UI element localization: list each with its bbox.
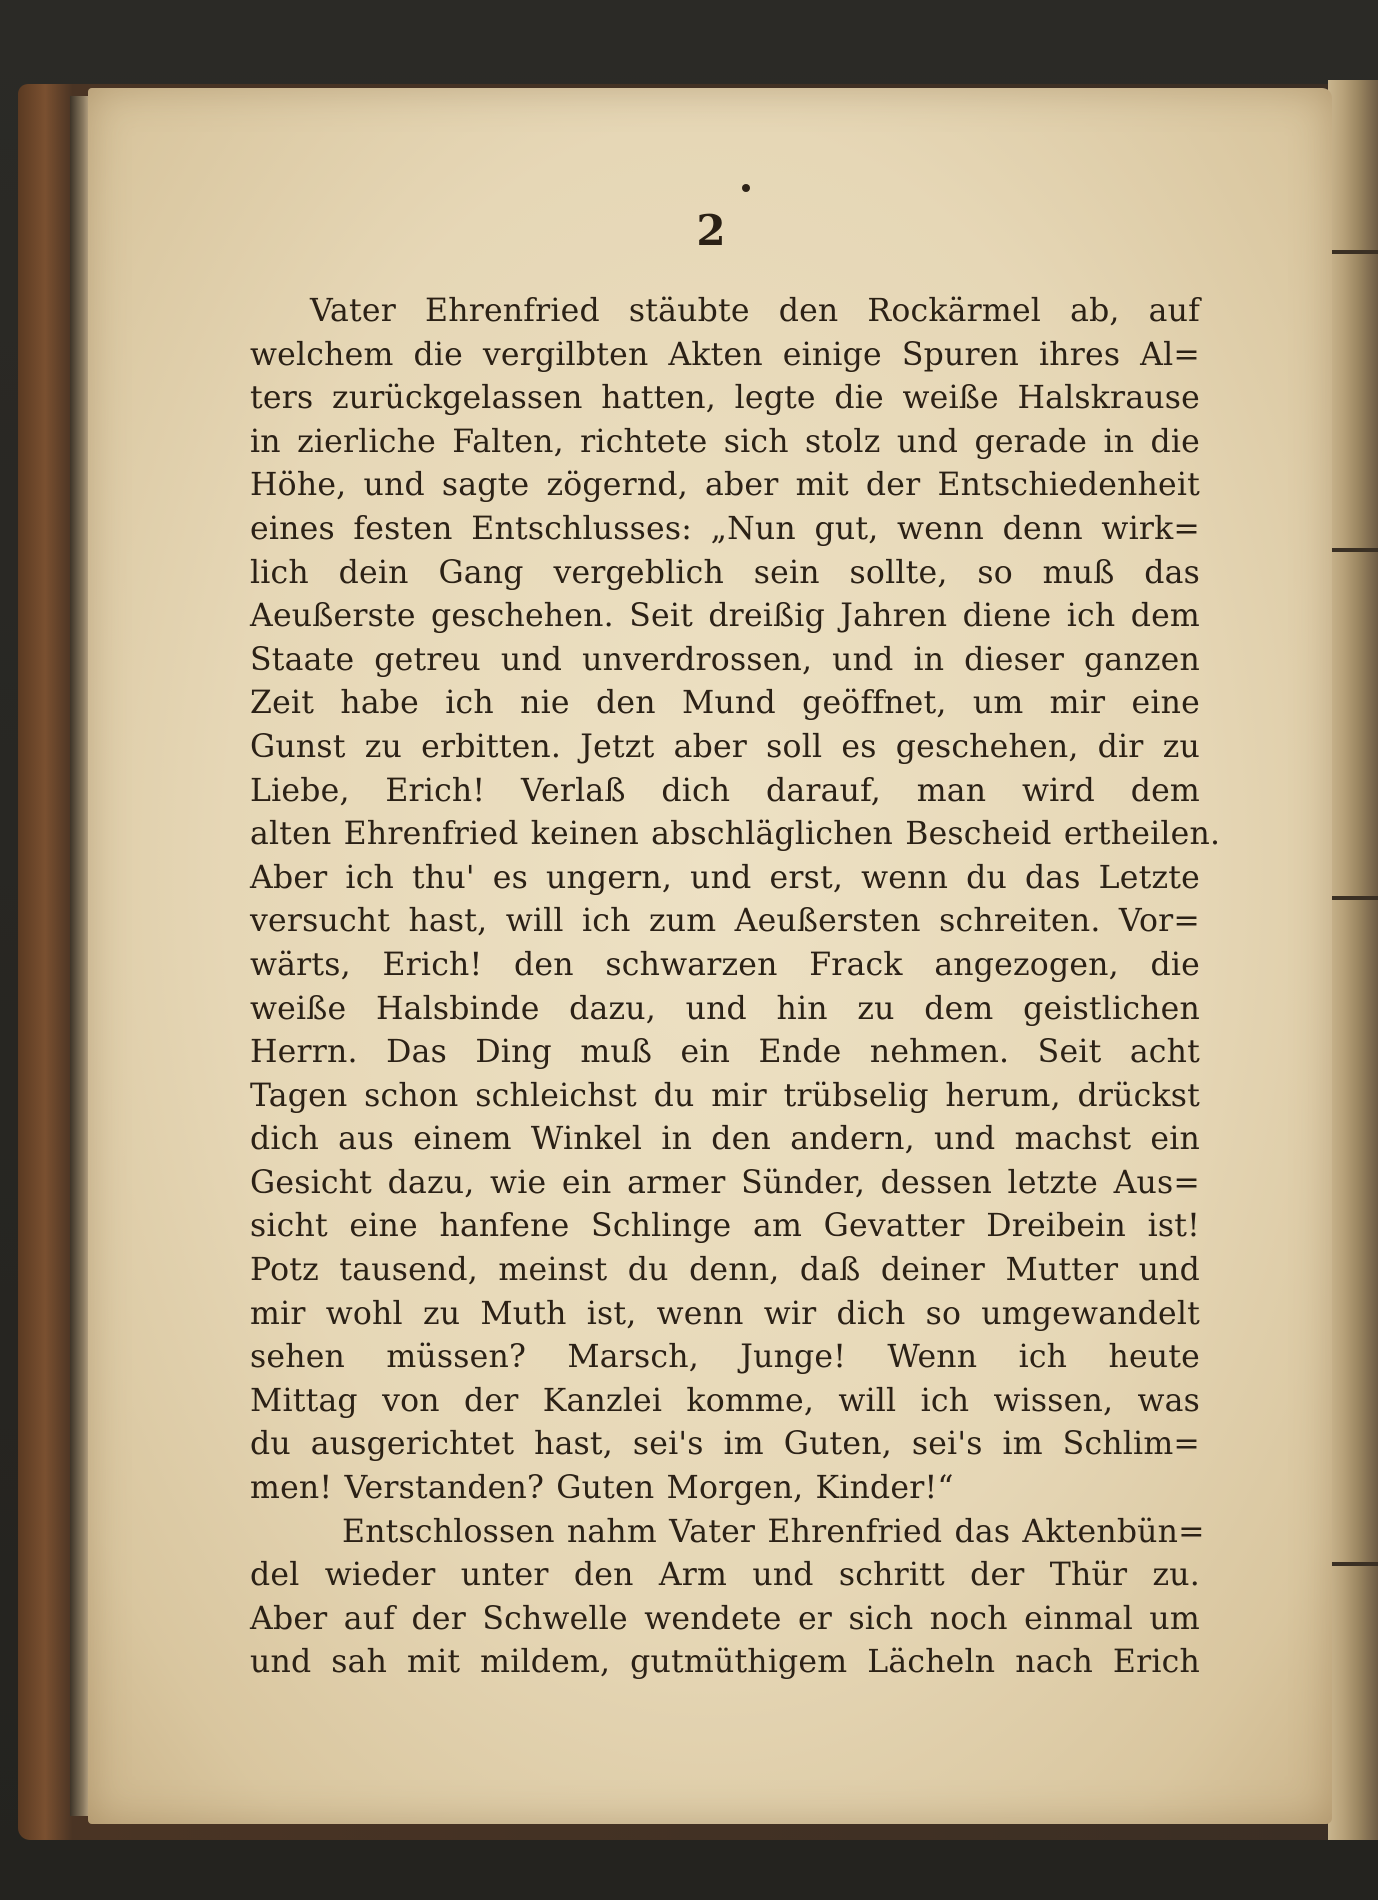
text-line: lich dein Gang vergeblich sein sollte, so muß das [250, 554, 1200, 591]
text-line: Vater Ehrenfried stäubte den Rockärmel ab, auf [310, 293, 1200, 329]
text-line: Aeußerste geschehen. Seit dreißig Jahren diene ich dem [250, 598, 1200, 635]
ink-dot [742, 184, 750, 192]
text-line: Aber ich thu' es ungern, und erst, wenn du das Letzte [250, 859, 1200, 896]
text-line: Staate getreu und unverdrossen, und in dieser ganzen [250, 641, 1200, 678]
page-number: 2 [696, 206, 726, 255]
text-line: alten Ehrenfried keinen abschläglichen Bescheid ertheilen. [250, 816, 1221, 853]
text-line: Tagen schon schleichst du mir trübselig herum, drückst [250, 1077, 1200, 1114]
text-line: versucht hast, will ich zum Aeußersten schreiten. Vor= [250, 903, 1200, 940]
paragraph [250, 1511, 1205, 1685]
text-line: Gesicht dazu, wie ein armer Sünder, dessen letzte Aus= [250, 1164, 1200, 1201]
text-line: sicht eine hanfene Schlinge am Gevatter Dreibein ist! [250, 1208, 1200, 1245]
text-line: Zeit habe ich nie den Mund geöffnet, um mir eine [250, 685, 1200, 722]
text-line: del wieder unter den Arm und schritt der Thür zu. [250, 1557, 1200, 1594]
paragraph [250, 290, 1221, 1511]
text-line: men! Verstanden? Guten Morgen, Kinder!“ [250, 1470, 954, 1507]
text-line: in zierliche Falten, richtete sich stolz und gerade in die [250, 423, 1200, 460]
text-line: du ausgerichtet hast, sei's im Guten, sei's im Schlim= [250, 1426, 1200, 1463]
text-line: Entschlossen nahm Vater Ehrenfried das Aktenbün= [342, 1513, 1205, 1550]
page-edge-right [1328, 80, 1378, 1840]
text-line: weiße Halsbinde dazu, und hin zu dem geistlichen [250, 990, 1200, 1027]
text-line: Aber auf der Schwelle wendete er sich noch einmal um [250, 1600, 1200, 1637]
text-line: und sah mit mildem, gutmüthigem Lächeln nach Erich [250, 1644, 1200, 1681]
text-line: Herrn. Das Ding muß ein Ende nehmen. Seit acht [250, 1034, 1200, 1071]
text-line: Mittag von der Kanzlei komme, will ich wissen, was [250, 1382, 1200, 1419]
text-line: sehen müssen? Marsch, Junge! Wenn ich heute [250, 1339, 1200, 1376]
page-body [250, 290, 1221, 1685]
text-line: welchem die vergilbten Akten einige Spuren ihres Al= [250, 336, 1200, 373]
text-line: Gunst zu erbitten. Jetzt aber soll es geschehen, dir zu [250, 728, 1200, 765]
text-line: dich aus einem Winkel in den andern, und machst ein [250, 1121, 1200, 1158]
text-line: mir wohl zu Muth ist, wenn wir dich so umgewandelt [250, 1295, 1200, 1332]
text-line: Potz tausend, meinst du denn, daß deiner Mutter und [250, 1252, 1200, 1289]
text-line: ters zurückgelassen hatten, legte die weiße Halskrause [250, 380, 1200, 417]
text-line: eines festen Entschlusses: „Nun gut, wenn denn wirk= [250, 510, 1200, 547]
text-line: Höhe, und sagte zögernd, aber mit der Entschiedenheit [250, 467, 1200, 504]
text-line: Liebe, Erich! Verlaß dich darauf, man wird dem [250, 772, 1200, 809]
text-line: wärts, Erich! den schwarzen Frack angezogen, die [250, 946, 1200, 983]
